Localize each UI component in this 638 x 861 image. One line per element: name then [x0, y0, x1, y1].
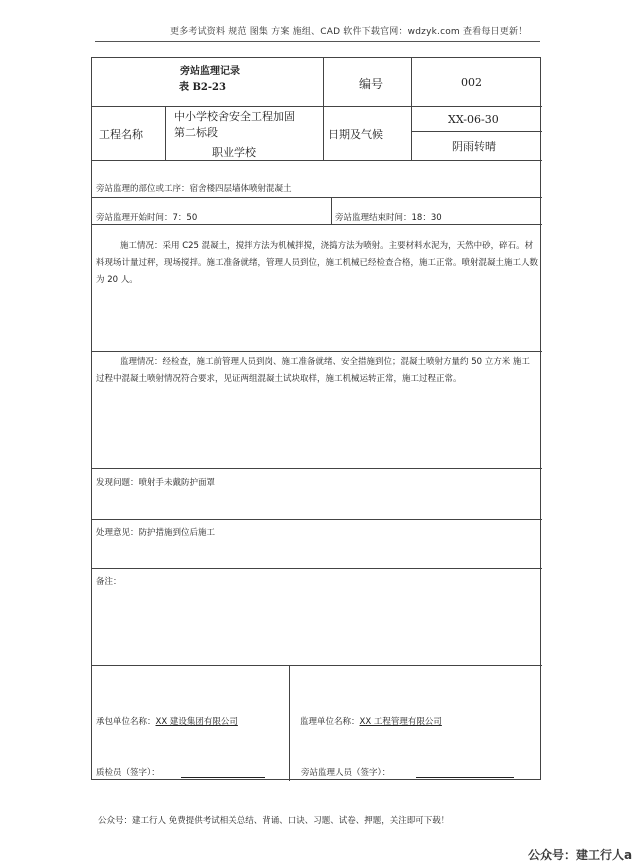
row-divider	[92, 197, 542, 198]
column-divider	[331, 197, 332, 224]
row-divider	[92, 106, 542, 107]
row-divider	[92, 351, 542, 352]
row-divider	[92, 568, 542, 569]
contractor-field	[96, 715, 238, 727]
column-divider	[289, 665, 290, 781]
date-label: 日期及气候	[328, 128, 383, 141]
date-value: XX-06-30	[448, 113, 499, 126]
project-label: 工程名称	[99, 128, 143, 141]
supervisor-name: XX 工程管理有限公司	[359, 717, 442, 727]
column-divider	[411, 58, 412, 160]
project-name-line2: 第二标段	[174, 126, 218, 139]
row-divider	[92, 468, 542, 469]
supervisor-person-label: 旁站监理人员（签字）：	[301, 768, 391, 778]
column-divider	[165, 106, 166, 160]
date-weather-divider	[411, 131, 542, 132]
column-divider	[323, 58, 324, 160]
handling-opinion: 处理意见：防护措施到位后施工	[96, 528, 216, 538]
row-divider	[92, 519, 542, 520]
header-note: 更多考试资料 规范 图集 方案 施组、CAD 软件下载官网：wdzyk.com 查看每日更新！	[170, 27, 528, 37]
weather-value: 阴雨转晴	[452, 140, 496, 153]
contractor-label: 承包单位名称：	[96, 717, 156, 727]
form-title: 旁站监理记录	[180, 66, 240, 77]
end-time: 旁站监理结束时间：18：30	[335, 213, 442, 223]
row-divider	[92, 160, 542, 161]
footer-note: 公众号：建工行人 免费提供考试相关总结、背诵、口诀、习题、试卷、押题，关注即可下载！	[98, 816, 450, 826]
supervision-status: 监理情况：经检查，施工前管理人员到岗、施工准备就绪、安全措施到位；混凝土喷射方量约 50 立方米 施工过程中混凝土喷射情况符合要求，见证两组混凝土试块取样，施工机械运转正常，施工过程正常。	[96, 357, 530, 384]
start-time: 旁站监理开始时间：7：50	[96, 213, 198, 223]
project-name-line3: 职业学校	[212, 146, 256, 159]
contractor-name: XX 建设集团有限公司	[155, 717, 238, 727]
remarks-label: 备注：	[96, 577, 122, 587]
form-number: 表 B2-23	[179, 82, 226, 93]
supervisor-label: 监理单位名称：	[300, 717, 360, 727]
issue-found: 发现问题：喷射手未戴防护面罩	[96, 478, 216, 488]
row-divider	[92, 665, 542, 666]
supervision-record-form	[91, 57, 541, 780]
inspector-label: 质检员（签字）：	[96, 768, 160, 778]
inspector-signature-line	[181, 777, 265, 778]
project-name-line1: 中小学校舍安全工程加固	[174, 110, 295, 123]
header-rule	[95, 41, 540, 42]
watermark: 公众号：建工行人a	[528, 848, 633, 861]
number-label: 编号	[359, 77, 384, 91]
construction-status: 施工情况：采用 C25 混凝土，搅拌方法为机械拌搅，浇捣方法为喷射。主要材料水泥为，天然中砂，碎石。材料现场计量过秤，现场搅拌。施工准备就绪，管理人员到位，施工机械已经检查合格，施工正常。喷射混凝土施工人数为 20 人。	[96, 241, 539, 285]
row-divider	[92, 224, 542, 225]
number-value: 002	[461, 76, 482, 89]
supervisor-field	[300, 715, 442, 727]
supervision-part: 旁站监理的部位或工序：宿舍楼四层墙体喷射混凝土	[96, 184, 292, 194]
supervisor-signature-line	[416, 777, 514, 778]
